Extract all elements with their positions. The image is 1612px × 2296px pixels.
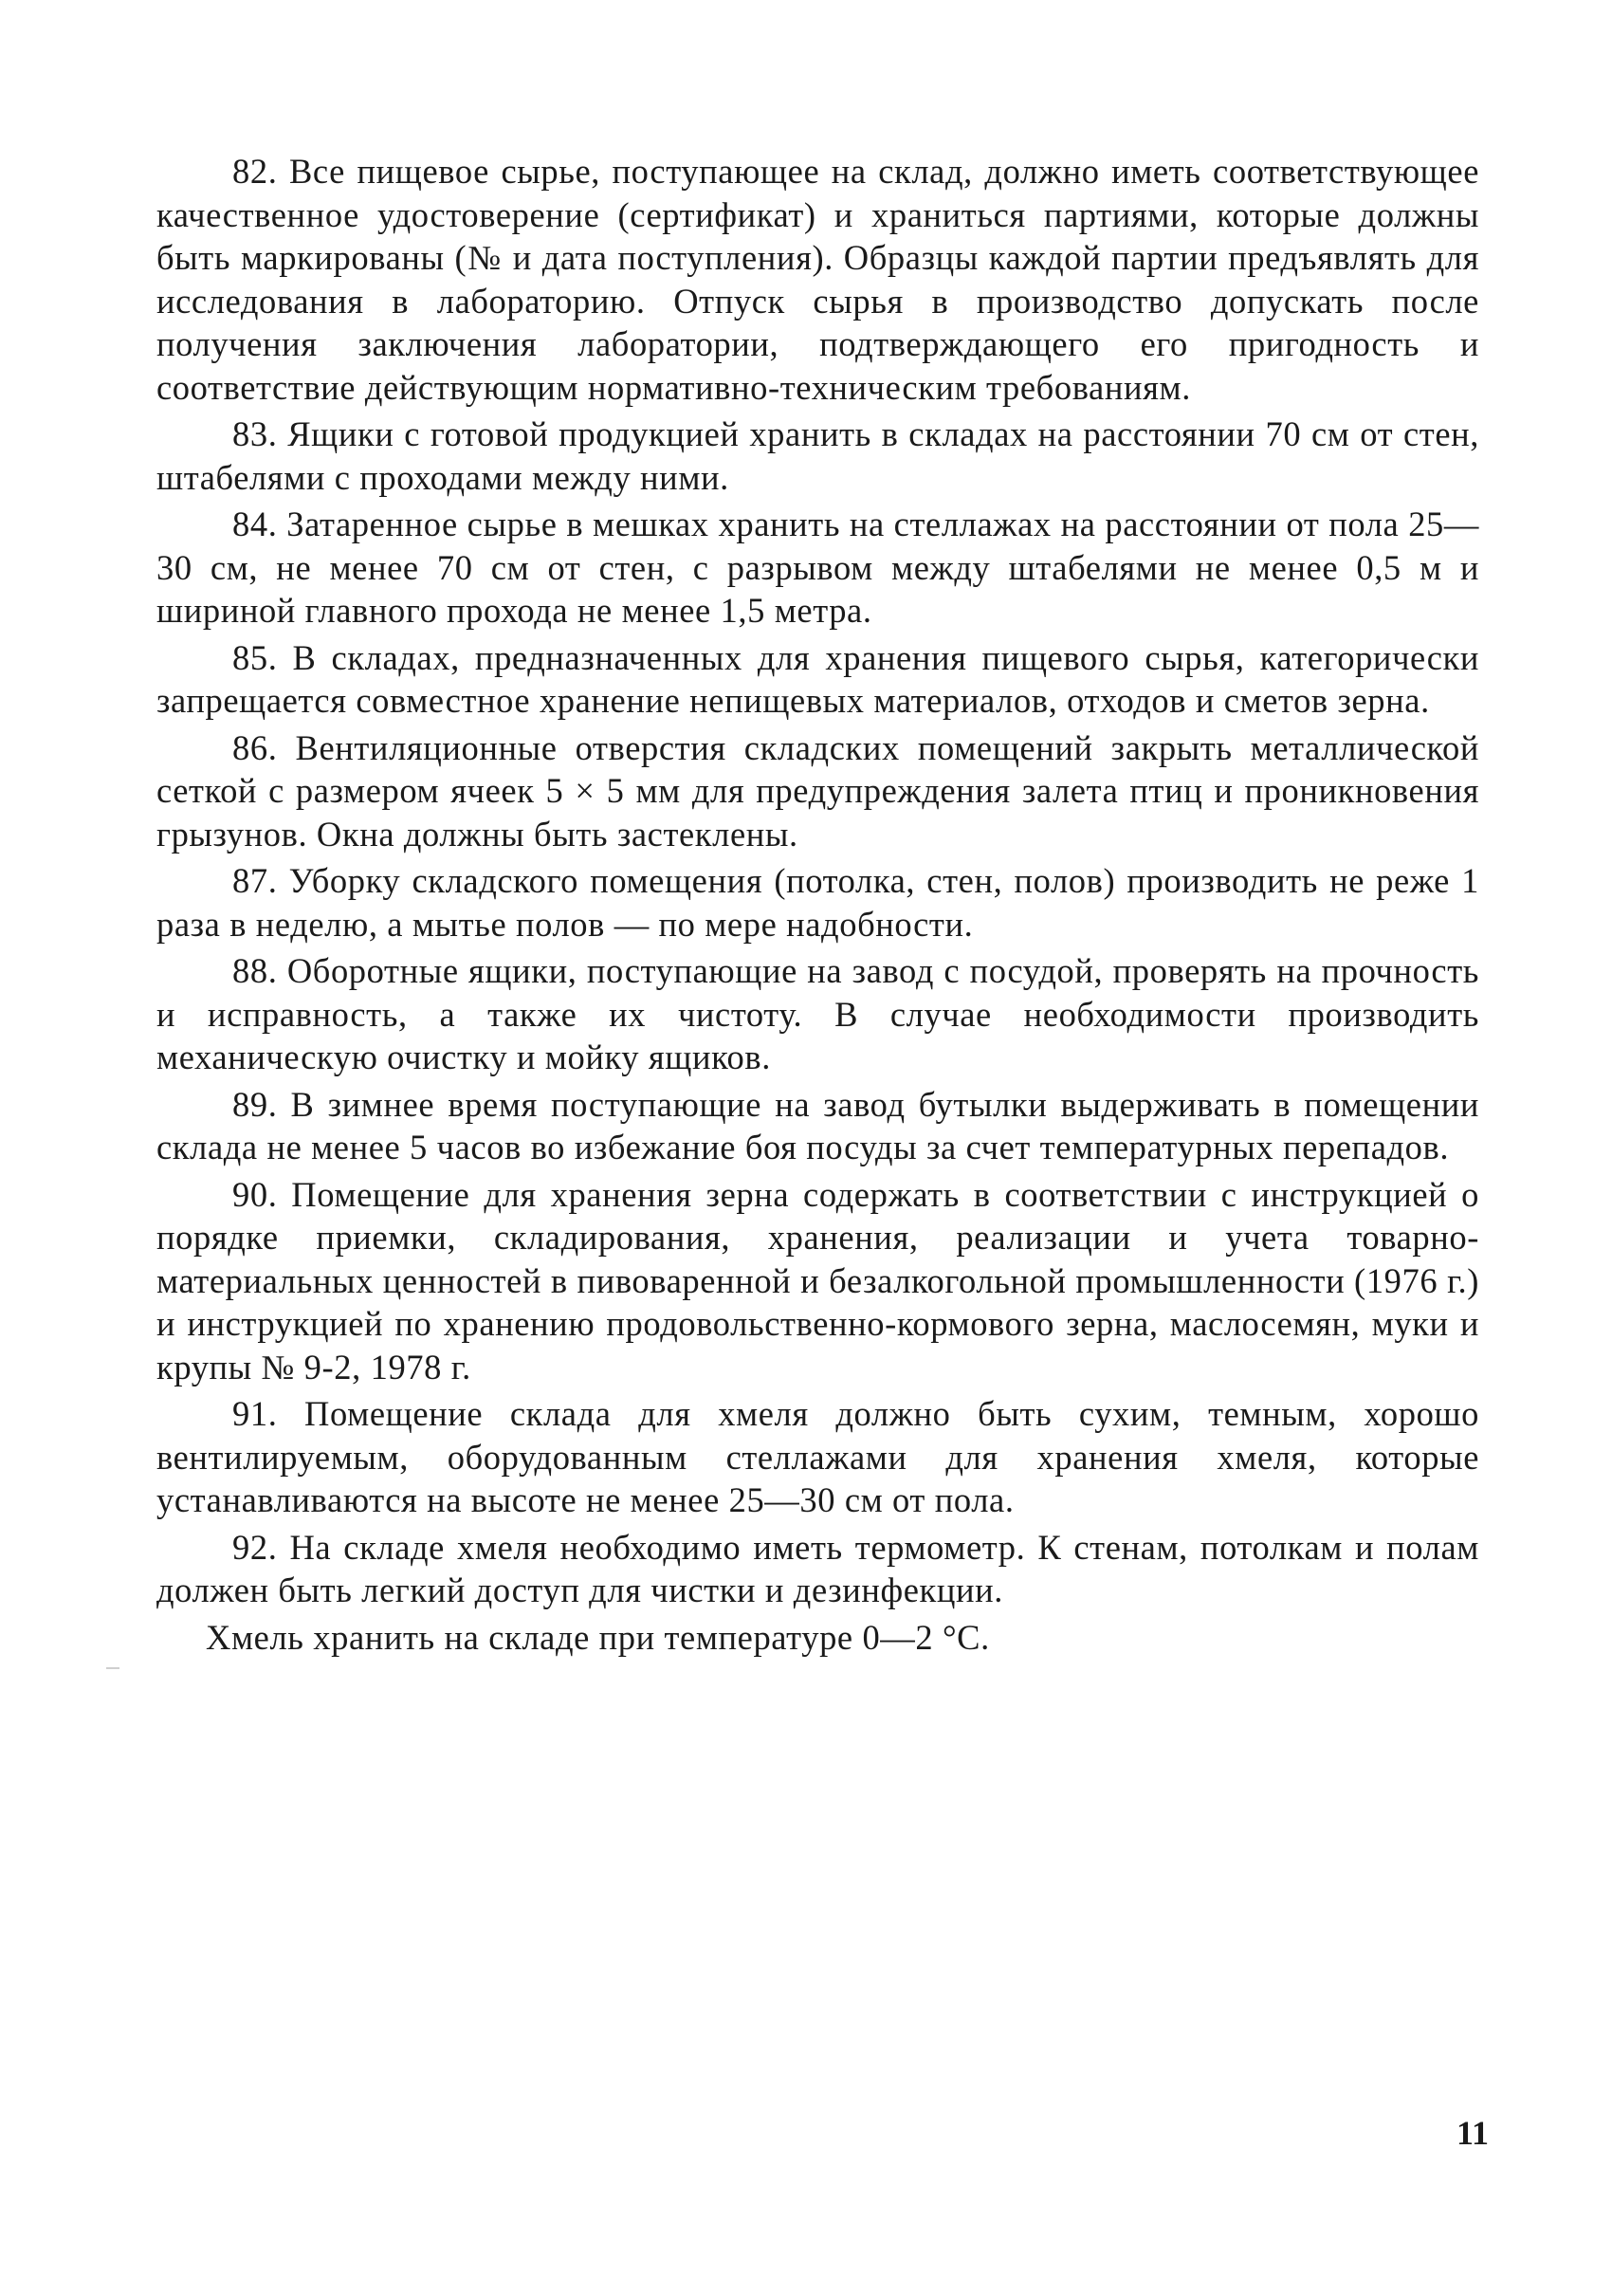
paragraph-91: 91. Помещение склада для хмеля должно быть сухим, темным, хорошо вентилируемым, оборудованным стеллажами для хранения хмеля, которые устанавливаются на высоте не менее 25—30 см от пола.	[156, 1394, 1479, 1519]
page-number: 11	[1456, 2114, 1489, 2152]
paragraph-86: 86. Вентиляционные отверстия складских помещений закрыть металлической сеткой с размером ячеек 5 × 5 мм для предупреждения залета птиц и проникновения грызунов. Окна должны быть застеклены.	[156, 727, 1479, 854]
paragraph-89: 89. В зимнее время поступающие на завод бутылки выдерживать в помещении склада не менее 5 часов во избежание боя посуды за счет температурных перепадов.	[156, 1084, 1479, 1166]
scan-margin-mark	[106, 1667, 119, 1669]
paragraph-hops-temperature: Хмель хранить на складе при температуре 0—2 °С.	[206, 1617, 990, 1657]
paragraph-88: 88. Оборотные ящики, поступающие на завод с посудой, проверять на прочность и исправность, а также их чистоту. В случае необходимости производить механическую очистку и мойку ящиков.	[156, 951, 1479, 1076]
page-body	[156, 150, 1479, 1662]
paragraph-92: 92. На складе хмеля необходимо иметь термометр. К стенам, потолкам и полам должен быть легкий доступ для чистки и дезинфекции.	[156, 1527, 1479, 1609]
paragraph-82: 82. Все пищевое сырье, поступающее на склад, должно иметь соответствующее качественное удостоверение (сертификат) и храниться партиями, которые должны быть маркированы (№ и дата поступления). Образцы каждой партии предъявлять для исследования в лабораторию. Отпуск сырья в производство допускать после получения заключения лаборатории, подтверждающего его пригодность и соответствие действующим нормативно-техническим требованиям.	[156, 152, 1479, 407]
paragraph-85: 85. В складах, предназначенных для хранения пищевого сырья, категорически запрещается совместное хранение непищевых материалов, отходов и сметов зерна.	[156, 637, 1479, 720]
paragraph-84: 84. Затаренное сырье в мешках хранить на стеллажах на расстоянии от пола 25—30 см, не менее 70 см от стен, с разрывом между штабелями не менее 0,5 м и шириной главного прохода не менее 1,5 метра.	[156, 505, 1479, 630]
paragraph-90: 90. Помещение для хранения зерна содержать в соответствии с инструкцией о порядке приемки, складирования, хранения, реализации и учета товарно-материальных ценностей в пивоваренной и безалкогольной промышленности (1976 г.) и инструкцией по хранению продовольственно-кормового зерна, маслосемян, муки и крупы № 9-2, 1978 г.	[156, 1174, 1479, 1387]
paragraph-87: 87. Уборку складского помещения (потолка, стен, полов) производить не реже 1 раза в неделю, а мытье полов — по мере надобности.	[156, 861, 1479, 944]
paragraph-83: 83. Ящики с готовой продукцией хранить в складах на расстоянии 70 см от стен, штабелями с проходами между ними.	[156, 414, 1479, 497]
